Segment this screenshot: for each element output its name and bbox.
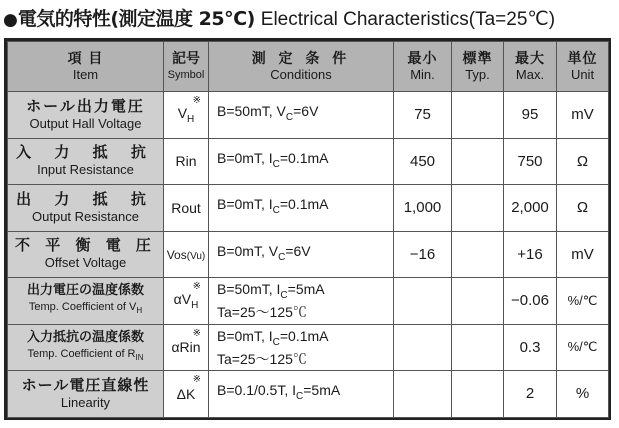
item-cell: 出 力 抵 抗 Output Resistance xyxy=(8,185,164,232)
symbol-cell: Rout xyxy=(164,185,209,232)
min-cell: 1,000 xyxy=(394,185,452,232)
item-cell: 入 力 抵 抗 Input Resistance xyxy=(8,138,164,185)
item-cell: 入力抵抗の温度係数 Temp. Coefficient of $R_{IN}$ xyxy=(8,324,164,371)
min-cell: 75 xyxy=(394,92,452,139)
symbol-cell: $\alpha V_H$ ※ xyxy=(164,278,209,325)
conditions-cell: B=50mT, $I_C=5mA$ Ta=25〜125℃ xyxy=(209,278,394,325)
conditions-cell: B=0mT, $I_C=0.1mA$ xyxy=(209,185,394,232)
unit-cell: mV xyxy=(557,92,609,139)
table-header-row xyxy=(8,42,609,92)
conditions-cell: B=0mT, $V_C=6V$ xyxy=(209,231,394,278)
item-cell: ホール電圧直線性 Linearity xyxy=(8,371,164,418)
typ-cell xyxy=(452,278,504,325)
header-item: 項 目 Item xyxy=(8,42,164,92)
note-mark: ※ xyxy=(192,95,201,106)
header-min: 最小 Min. xyxy=(394,42,452,92)
note-mark: ※ xyxy=(192,281,201,292)
conditions-cell: B=0.1/0.5T, $I_C=5mA$ xyxy=(209,371,394,418)
unit-cell: %/℃ xyxy=(557,278,609,325)
characteristics-table xyxy=(7,41,609,418)
max-cell: 2,000 xyxy=(504,185,557,232)
table-row xyxy=(8,231,609,278)
table-row xyxy=(8,278,609,325)
characteristics-table-frame xyxy=(4,38,611,420)
item-cell: 出力電圧の温度係数 Temp. Coefficient of $V_H$ xyxy=(8,278,164,325)
symbol-cell: αRin ※ xyxy=(164,324,209,371)
header-symbol: 記号 Symbol xyxy=(164,42,209,92)
min-cell: 450 xyxy=(394,138,452,185)
unit-cell: Ω xyxy=(557,138,609,185)
max-cell: +16 xyxy=(504,231,557,278)
header-typ: 標準 Typ. xyxy=(452,42,504,92)
typ-cell xyxy=(452,138,504,185)
note-mark: ※ xyxy=(192,374,201,385)
item-cell: 不 平 衡 電 圧 Offset Voltage xyxy=(8,231,164,278)
title-english: Electrical Characteristics(Ta=25℃) xyxy=(260,9,556,30)
conditions-cell: B=0mT, $I_C=0.1mA$ xyxy=(209,138,394,185)
table-row xyxy=(8,324,609,371)
conditions-cell: B=50mT, $V_C=6V$ xyxy=(209,92,394,139)
unit-cell: % xyxy=(557,371,609,418)
header-conditions: 測 定 条 件 Conditions xyxy=(209,42,394,92)
header-max: 最大 Max. xyxy=(504,42,557,92)
conditions-cell: B=0mT, $I_C=0.1mA$ Ta=25〜125℃ xyxy=(209,324,394,371)
max-cell: 750 xyxy=(504,138,557,185)
typ-cell xyxy=(452,324,504,371)
bullet-icon: ● xyxy=(3,10,18,30)
note-mark: ※ xyxy=(192,327,201,339)
item-cell: ホール出力電圧 Output Hall Voltage xyxy=(8,92,164,139)
table-row xyxy=(8,371,609,418)
table-row xyxy=(8,185,609,232)
unit-cell: Ω xyxy=(557,185,609,232)
min-cell: −16 xyxy=(394,231,452,278)
max-cell: −0.06 xyxy=(504,278,557,325)
symbol-cell: Rin xyxy=(164,138,209,185)
typ-cell xyxy=(452,371,504,418)
symbol-cell: ΔK ※ xyxy=(164,371,209,418)
min-cell xyxy=(394,371,452,418)
max-cell: 95 xyxy=(504,92,557,139)
typ-cell xyxy=(452,231,504,278)
min-cell xyxy=(394,278,452,325)
typ-cell xyxy=(452,92,504,139)
symbol-cell: $V_H$ ※ xyxy=(164,92,209,139)
section-title xyxy=(3,6,617,32)
max-cell: 2 xyxy=(504,371,557,418)
title-japanese: 電気的特性(測定温度 25℃) xyxy=(17,8,255,30)
max-cell: 0.3 xyxy=(504,324,557,371)
unit-cell: %/℃ xyxy=(557,324,609,371)
min-cell xyxy=(394,324,452,371)
typ-cell xyxy=(452,185,504,232)
unit-cell: mV xyxy=(557,231,609,278)
symbol-cell: Vos(Vu) xyxy=(164,231,209,278)
table-row xyxy=(8,92,609,139)
table-row xyxy=(8,138,609,185)
header-unit: 単位 Unit xyxy=(557,42,609,92)
